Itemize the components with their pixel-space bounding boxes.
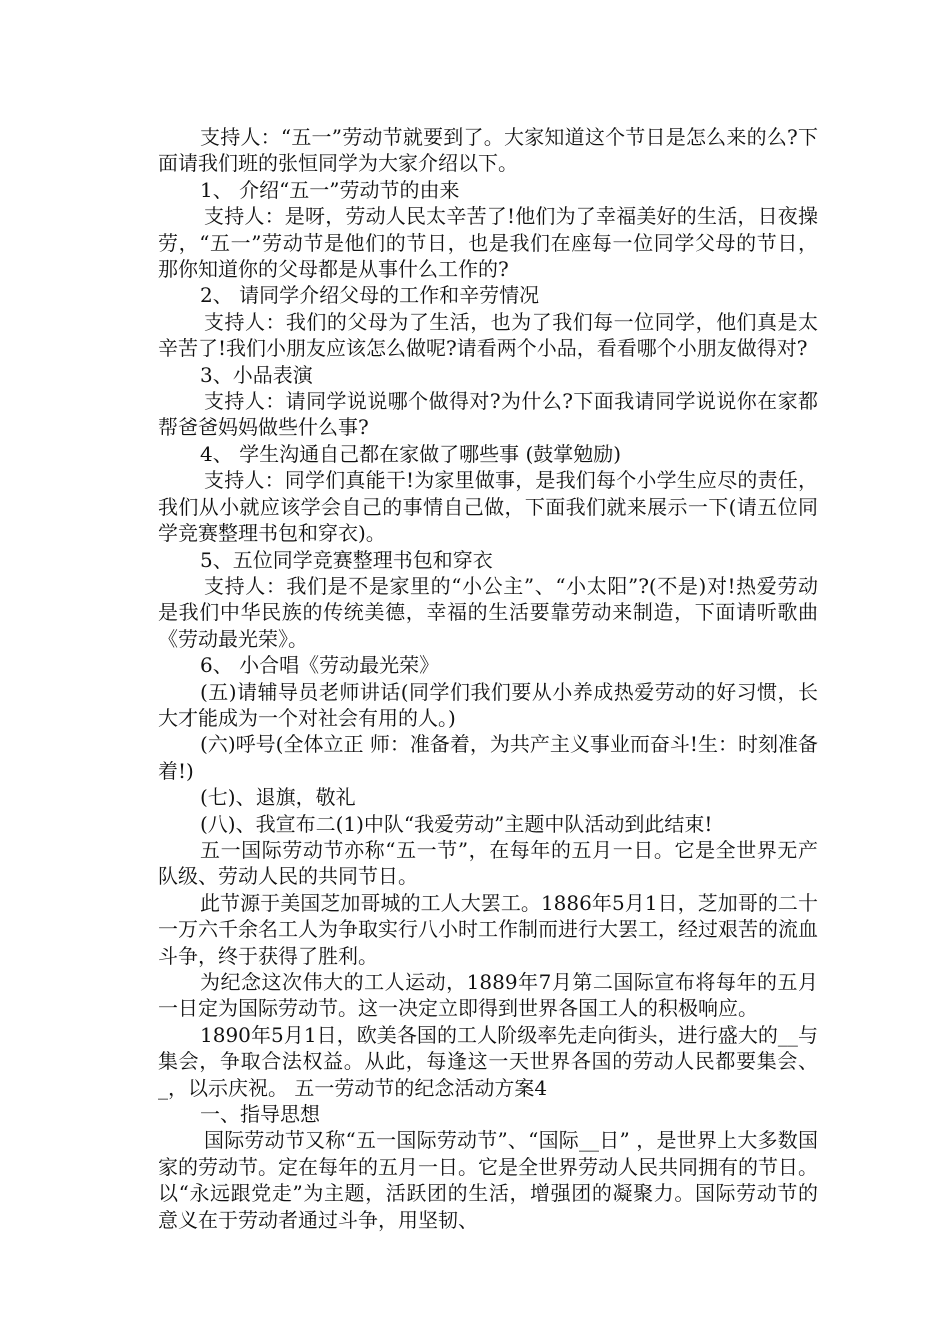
paragraph-1890: 1890年5月1日，欧美各国的工人阶级率先走向街头，进行盛大的__与集会，争取合法权益。从此，每逢这一天世界各国的劳动人民都要集会、_，以示庆祝。 五一劳动节的纪念活动方案4: [158, 1022, 818, 1100]
paragraph-host-intro: 支持人：“五一”劳动节就要到了。大家知道这个节日是怎么来的么?下面请我们班的张恒同学为大家介绍以下。: [158, 125, 818, 176]
paragraph-item-1: 1、 介绍“五一”劳动节的由来: [200, 177, 460, 202]
paragraph-host-4: 支持人：请同学说说哪个做得对?为什么?下面我请同学说说你在家都帮爸爸妈妈做些什么事?: [158, 389, 818, 440]
paragraph-host-3: 支持人：我们的父母为了生活，也为了我们每一位同学，他们真是太辛苦了!我们小朋友应该怎么做呢?请看两个小品，看看哪个小朋友做得对?: [158, 309, 818, 361]
paragraph-guiding-heading: 一、指导思想: [200, 1102, 320, 1127]
paragraph-section-8: (八)、我宣布二(1)中队“我爱劳动”主题中队活动到此结束!: [200, 811, 713, 836]
paragraph-item-6: 6、 小合唱《劳动最光荣》: [200, 653, 440, 678]
paragraph-origin: 此节源于美国芝加哥城的工人大罢工。1886年5月1日，芝加哥的二十一万六千余名工人为争取实行八小时工作制而进行大罢工，经过艰苦的流血斗争，终于获得了胜利。: [158, 890, 818, 968]
paragraph-item-5: 5、五位同学竞赛整理书包和穿衣: [200, 547, 493, 572]
paragraph-guiding-body: 国际劳动节又称“五一国际劳动节”、“国际__日” ，是世界上大多数国家的劳动节。定在每年的五月一日。它是全世界劳动人民共同拥有的节日。以“永远跟党走”为主题，活跃团的生活，增强团的凝聚力。国际劳动节的意义在于劳动者通过斗争，用坚韧、: [158, 1128, 818, 1232]
paragraph-host-5: 支持人：同学们真能干!为家里做事，是我们每个小学生应尽的责任，我们从小就应该学会自己的事情自己做，下面我们就来展示一下(请五位同学竞赛整理书包和穿衣)。: [158, 468, 818, 546]
paragraph-item-4: 4、 学生沟通自己都在家做了哪些事 (鼓掌勉励): [200, 441, 622, 466]
paragraph-section-7: (七)、退旗，敬礼: [200, 785, 356, 810]
paragraph-host-2: 支持人：是呀，劳动人民太辛苦了!他们为了幸福美好的生活，日夜操劳，“五一”劳动节是他们的节日，也是我们在座每一位同学父母的节日，那你知道你的父母都是从事什么工作的?: [158, 204, 818, 282]
paragraph-section-5: (五)请辅导员老师讲话(同学们我们要从小养成热爱劳动的好习惯，长大才能成为一个对社会有用的人。): [158, 679, 818, 730]
paragraph-may-day-intro: 五一国际劳动节亦称“五一节”，在每年的五月一日。它是全世界无产队级、劳动人民的共同节日。: [158, 837, 818, 889]
document-body: [158, 124, 818, 1233]
paragraph-section-6: (六)呼号(全体立正 师：准备着，为共产主义事业而奋斗!生：时刻准备着!): [158, 732, 818, 783]
paragraph-host-6: 支持人：我们是不是家里的“小公主”、“小太阳”?(不是)对!热爱劳动是我们中华民族的传统美德，幸福的生活要靠劳动来制造，下面请听歌曲《劳动最光荣》。: [158, 573, 818, 651]
paragraph-commemoration: 为纪念这次伟大的工人运动，1889年7月第二国际宣布将每年的五月一日定为国际劳动节。这一决定立即得到世界各国工人的积极响应。: [158, 970, 818, 1021]
paragraph-item-3: 3、小品表演: [200, 362, 313, 387]
paragraph-item-2: 2、 请同学介绍父母的工作和辛劳情况: [200, 283, 540, 308]
